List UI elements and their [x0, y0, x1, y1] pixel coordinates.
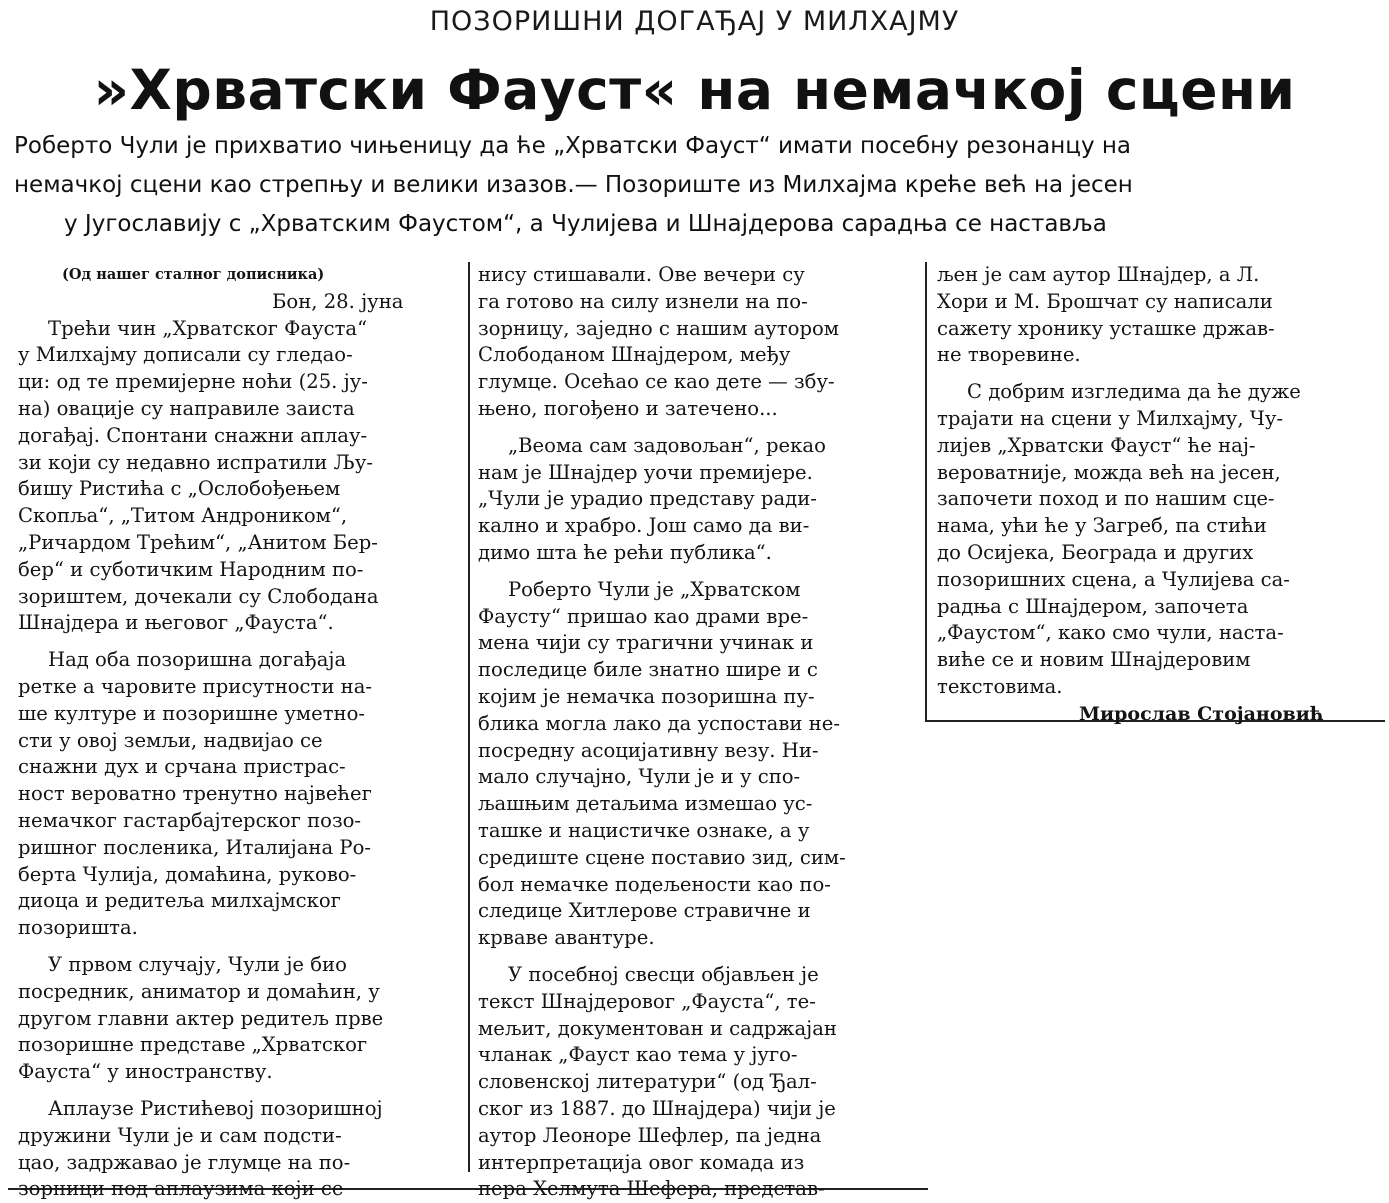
text-line: Роберто Чули је „Хрватском: [508, 577, 801, 601]
text-line: виће се и новим Шнајдеровим: [937, 648, 1251, 672]
text-line: на) овације су направиле заиста: [18, 396, 355, 420]
text-line: „Ричардом Трећим“, „Анитом Бер-: [18, 530, 378, 554]
text-line: ског из 1887. до Шнајдера) чији је: [478, 1096, 836, 1120]
text-line: текст Шнајдеровог „Фауста“, те-: [478, 989, 816, 1013]
text-line: У посебној свесци објављен је: [508, 962, 819, 986]
dateline: Бон, 28. јуна: [272, 289, 404, 313]
text-line: нам је Шнајдер уочи премијере.: [478, 460, 813, 484]
text-line: Трећи чин „Хрватског Фауста“: [48, 316, 368, 340]
text-line: снажни дух и срчана пристрас-: [18, 755, 346, 779]
deck-line: у Југославију с „Хрватским Фаустом“, а Чулијева и Шнајдерова сарадња се наставља: [64, 211, 1107, 237]
text-line: другом главни актер редитељ прве: [18, 1006, 384, 1030]
text-line: димо шта ће рећи публика“.: [478, 540, 772, 564]
text-line: ретке а чаровите присутности на-: [18, 674, 373, 698]
text-line: започети поход и по нашим сце-: [937, 487, 1275, 511]
text-line: зорници под аплаузима који се: [18, 1177, 344, 1201]
text-line: блика могла лако да успостави не-: [478, 711, 840, 735]
text-line: њено, погођено и затечено...: [478, 396, 778, 420]
text-line: не творевине.: [937, 343, 1081, 367]
text-line: „Чули је урадио представу ради-: [478, 487, 817, 511]
text-line: берта Чулија, домаћина, руково-: [18, 862, 357, 886]
text-line: пера Хелмута Шефера, представ-: [478, 1177, 825, 1201]
text-line: Скопља“, „Титом Андроником“,: [18, 504, 348, 528]
text-line: Шнајдера и његовог „Фауста“.: [18, 611, 334, 635]
column-paragraphs: [478, 262, 918, 1203]
text-line: љен је сам аутор Шнајдер, а Л.: [937, 263, 1260, 286]
author-signature: Мирослав Стојановић: [1079, 702, 1324, 725]
text-line: посредник, аниматор и домаћин, у: [18, 979, 380, 1003]
paragraph: [18, 952, 463, 1086]
paragraph: [937, 379, 1377, 701]
paragraph: [18, 1096, 463, 1203]
text-line: трајати на сцени у Милхајму, Чу-: [937, 406, 1284, 430]
column-rule: [925, 262, 927, 722]
text-line: немачког гастарбајтерског позо-: [18, 808, 362, 832]
text-line: у Милхајму дописали су гледао-: [18, 343, 353, 367]
text-line: ност вероватно тренутно највећег: [18, 782, 372, 806]
text-line: га готово на силу изнели на по-: [478, 289, 808, 313]
text-line: аутор Леоноре Шефлер, па једна: [478, 1123, 822, 1147]
text-line: бер“ и суботичким Народним по-: [18, 557, 364, 581]
text-line: зи који су недавно испратили Љу-: [18, 450, 373, 474]
text-line: радња с Шнајдером, започета: [937, 594, 1249, 618]
text-line: „Веома сам задовољан“, рекао: [508, 433, 826, 457]
text-line: кално и храбро. Још само да ви-: [478, 514, 810, 538]
paragraph: [18, 647, 463, 942]
text-line: ше културе и позоришне уметно-: [18, 701, 366, 725]
text-line: до Осијека, Београда и других: [937, 540, 1254, 564]
text-line: средиште сцене поставио зид, сим-: [478, 845, 846, 869]
text-line: позоришне представе „Хрватског: [18, 1033, 368, 1057]
text-line: мена чији су трагични учинак и: [478, 631, 814, 655]
text-line: мало случајно, Чули је и у спо-: [478, 765, 801, 789]
text-line: ци: од те премијерне ноћи (25. ју-: [18, 370, 368, 394]
byline-note: (Од нашег сталног дописника): [62, 266, 325, 283]
text-line: зорницу, заједно с нашим аутором: [478, 316, 840, 340]
paragraph: [478, 962, 918, 1203]
text-line: „Фаустом“, како смо чули, наста-: [937, 621, 1284, 645]
text-line: позоришних сцена, а Чулијева са-: [937, 567, 1290, 591]
text-line: интерпретација овог комада из: [478, 1150, 805, 1174]
article-column-1: [18, 262, 463, 1203]
text-line: нису стишавали. Ове вечери су: [478, 263, 805, 286]
text-line: Хори и М. Брошчат су написали: [937, 289, 1273, 313]
article-column-2: [478, 262, 918, 1203]
text-line: бишу Ристића с „Ослобођењем: [18, 477, 341, 501]
text-line: мељит, документован и садржајан: [478, 1016, 837, 1040]
text-line: посредну асоцијативну везу. Ни-: [478, 738, 819, 762]
text-line: којим је немачка позоришна пу-: [478, 684, 815, 708]
paragraph: [478, 262, 918, 423]
column-rule: [468, 262, 470, 1172]
text-line: ташке и нацистичке ознаке, а у: [478, 818, 810, 842]
text-line: последице биле знатно шире и с: [478, 658, 818, 682]
text-line: нама, ући ће у Загреб, па стићи: [937, 514, 1267, 538]
deck-line: Роберто Чули је прихватио чињеницу да ће „Хрватски Фауст“ имати посебну резонанцу на: [14, 133, 1132, 159]
text-line: позоришта.: [18, 916, 138, 940]
text-line: цао, задржавао је глумце на по-: [18, 1150, 351, 1174]
text-line: Над оба позоришна догађаја: [48, 648, 347, 672]
text-line: Слободаном Шнајдером, међу: [478, 343, 791, 367]
text-line: крваве авантуре.: [478, 926, 655, 950]
text-line: глумце. Осећао се као дете — збу-: [478, 370, 835, 394]
headline: »Хрватски Фауст« на немачкој сцени: [93, 58, 1296, 122]
kicker: ПОЗОРИШНИ ДОГАЂАЈ У МИЛХАЈМУ: [429, 6, 960, 37]
deck-line: немачкој сцени као стрепњу и велики изазов.— Позориште из Милхајма креће већ на јесен: [14, 172, 1133, 198]
paragraph: [18, 316, 463, 638]
text-line: дружини Чули је и сам подсти-: [18, 1123, 342, 1147]
text-line: зориштем, дочекали су Слободана: [18, 584, 379, 608]
text-line: бол немачке подељености као по-: [478, 872, 831, 896]
article-column-3: [937, 262, 1377, 728]
text-line: вероватније, можда већ на јесен,: [937, 460, 1281, 484]
text-line: сажету хронику усташке држав-: [937, 316, 1275, 340]
text-line: лијев „Хрватски Фауст“ ће нај-: [937, 433, 1256, 457]
column-paragraphs: [18, 316, 463, 1203]
text-line: догађај. Спонтани снажни аплау-: [18, 423, 368, 447]
text-line: Аплаузе Ристићевој позоришној: [48, 1096, 383, 1120]
text-line: текстовима.: [937, 674, 1063, 698]
text-line: сти у овој земљи, надвијао се: [18, 728, 323, 752]
text-line: ришног посленика, Италијана Ро-: [18, 835, 371, 859]
text-line: чланак „Фауст као тема у југо-: [478, 1043, 798, 1067]
text-line: У првом случају, Чули је био: [48, 952, 347, 976]
paragraph: [937, 262, 1377, 369]
text-line: С добрим изгледима да ће дуже: [967, 380, 1301, 404]
paragraph: [478, 577, 918, 952]
text-line: љашњим детаљима измешао ус-: [478, 792, 813, 816]
paragraph: [478, 433, 918, 567]
text-line: Фауста“ у иностранству.: [18, 1060, 273, 1084]
column-paragraphs: [937, 262, 1377, 701]
text-line: диоца и редитеља милхајмског: [18, 889, 341, 913]
text-line: следице Хитлерове стравичне и: [478, 899, 811, 923]
text-line: словенској литератури“ (од Ђал-: [478, 1070, 817, 1094]
text-line: Фаусту“ пришао као драми вре-: [478, 604, 809, 628]
